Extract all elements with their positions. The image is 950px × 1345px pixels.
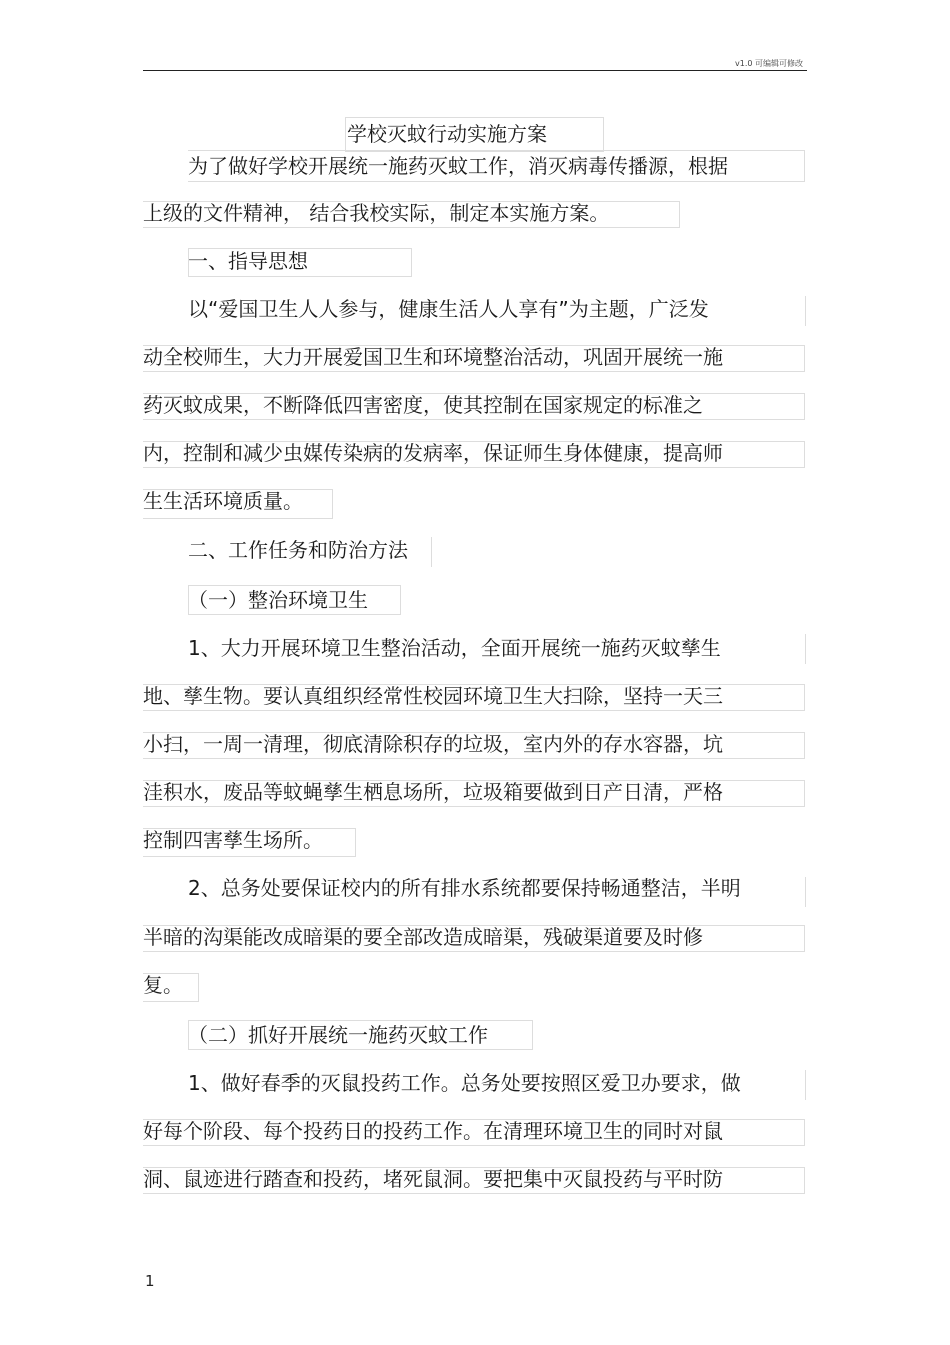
section1-line-1: 以“爱国卫生人人参与，健康生活人人享有”为主题，广泛发 <box>188 297 709 321</box>
page-number: 1 <box>145 1272 155 1290</box>
item1-line-1: 1、大力开展环境卫生整治活动，全面开展统一施药灭蚊孳生 <box>188 636 721 660</box>
intro-line-2: 上级的文件精神， 结合我校实际，制定本实施方案。 <box>143 201 610 225</box>
item2-line-2: 半暗的沟渠能改成暗渠的要全部改造成暗渠，残破渠道要及时修 <box>143 925 703 949</box>
item1-line-3: 小扫，一周一清理，彻底清除积存的垃圾，室内外的存水容器，坑 <box>143 732 723 756</box>
margin-tick <box>431 537 432 567</box>
section1-line-4: 内，控制和减少虫媒传染病的发病率，保证师生身体健康，提高师 <box>143 441 723 465</box>
item3-line-2: 好每个阶段、每个投药日的投药工作。在清理环境卫生的同时对鼠 <box>143 1119 723 1143</box>
item2-line-1: 2、总务处要保证校内的所有排水系统都要保持畅通整洁，半明 <box>188 876 741 900</box>
section2-heading: 二、工作任务和防治方法 <box>188 538 408 562</box>
header-version-label: v1.0 可编辑可修改 <box>735 59 803 68</box>
item3-line-3: 洞、鼠迹进行踏查和投药，堵死鼠洞。要把集中灭鼠投药与平时防 <box>143 1167 723 1191</box>
section1-line-2: 动全校师生，大力开展爱国卫生和环境整治活动，巩固开展统一施 <box>143 345 723 369</box>
item2-line-3: 复。 <box>143 973 183 997</box>
item1-line-4: 洼积水，废品等蚊蝇孳生栖息场所，垃圾箱要做到日产日清，严格 <box>143 780 723 804</box>
section1-line-3: 药灭蚊成果，不断降低四害密度，使其控制在国家规定的标准之 <box>143 393 703 417</box>
intro-line-1: 为了做好学校开展统一施药灭蚊工作，消灭病毒传播源，根据 <box>188 154 728 178</box>
sub2-heading: （二）抓好开展统一施药灭蚊工作 <box>188 1023 488 1047</box>
item1-line-5: 控制四害孳生场所。 <box>143 828 323 852</box>
margin-tick <box>805 877 806 907</box>
item1-line-2: 地、孳生物。要认真组织经常性校园环境卫生大扫除，坚持一天三 <box>143 684 723 708</box>
item3-line-1: 1、做好春季的灭鼠投药工作。总务处要按照区爱卫办要求，做 <box>188 1071 741 1095</box>
sub1-heading: （一）整治环境卫生 <box>188 588 368 612</box>
section1-line-5: 生生活环境质量。 <box>143 489 303 513</box>
page-title: 学校灭蚊行动实施方案 <box>347 122 547 146</box>
header-rule <box>143 70 807 71</box>
section1-heading: 一、指导思想 <box>188 249 308 273</box>
margin-tick <box>805 634 806 664</box>
margin-tick <box>805 296 806 326</box>
margin-tick <box>805 1070 806 1100</box>
